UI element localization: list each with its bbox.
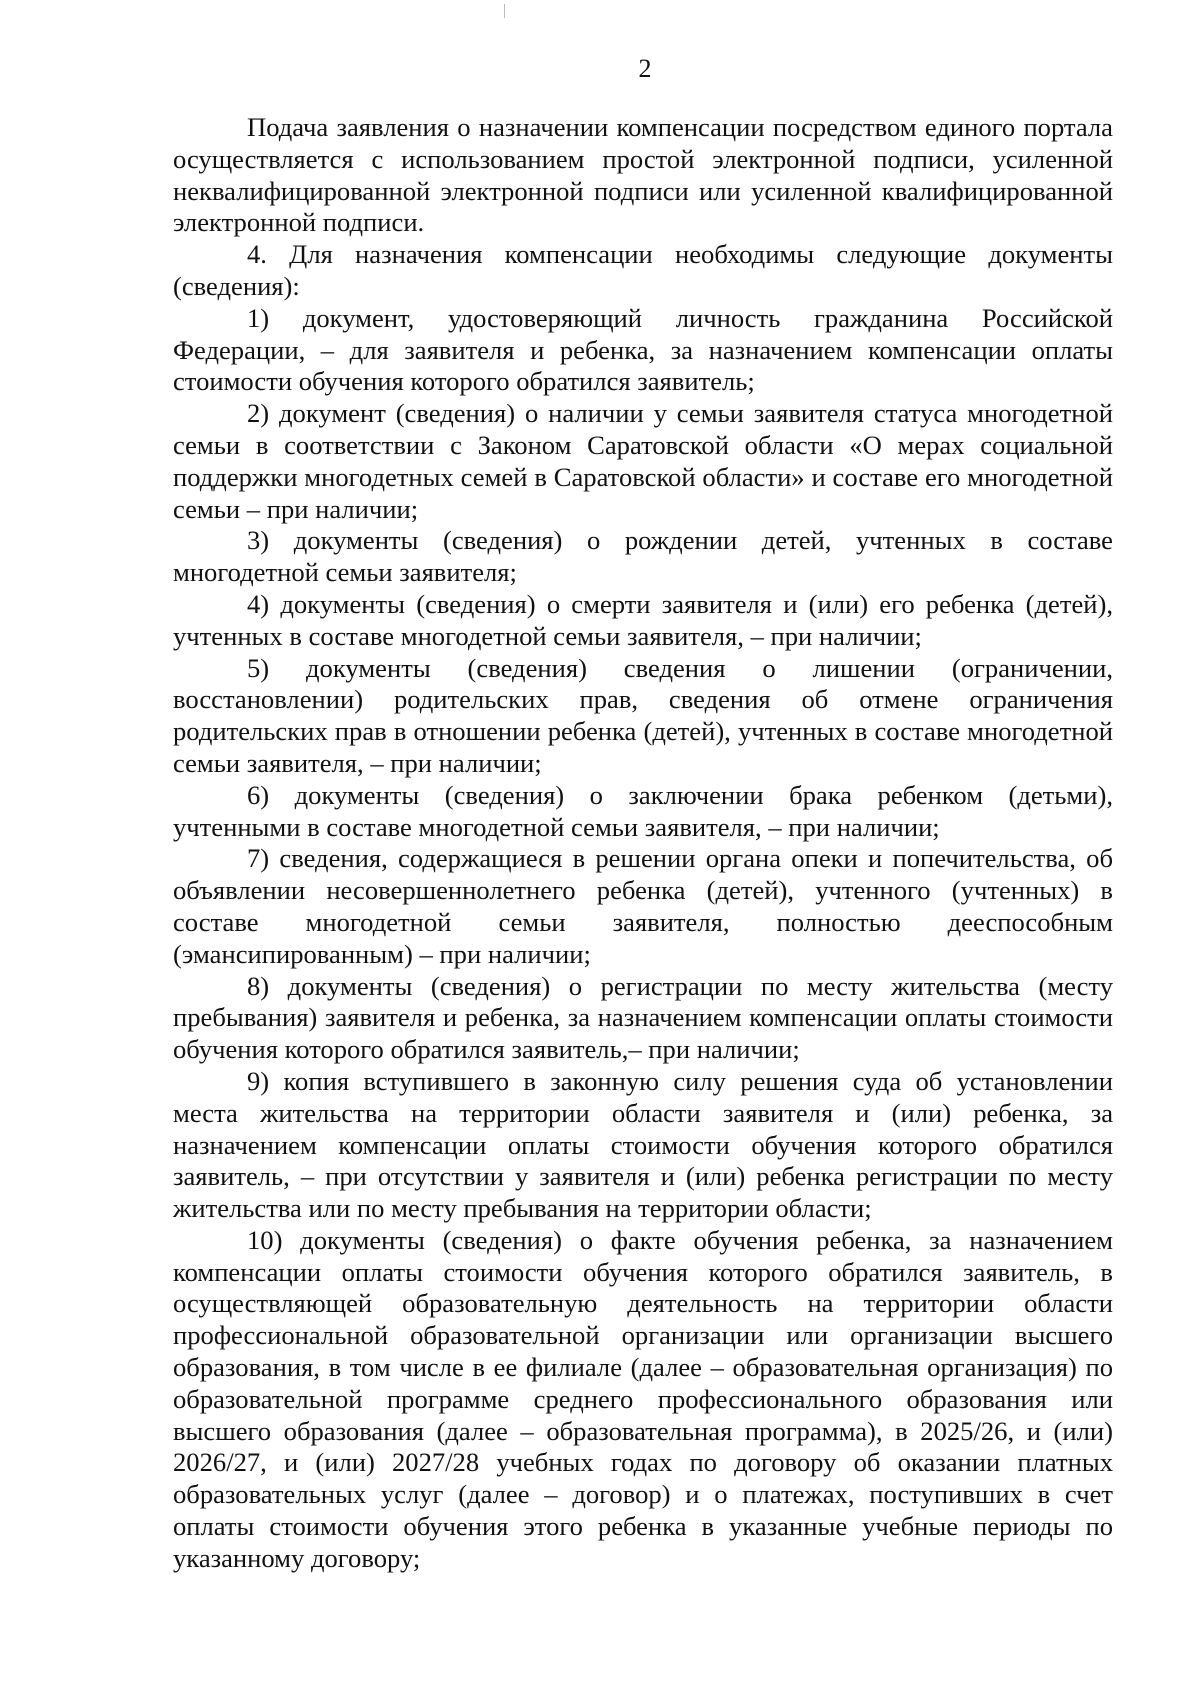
document-body [173,112,1113,1575]
list-item-7: 7) сведения, содержащиеся в решении органа опеки и попечительства, об объявлении несовершеннолетнего ребенка (детей), учтенного (учтенных) в составе многодетной семьи заявителя, полностью дееспособным (эмансипированным) – при наличии; [173,843,1113,969]
list-item-1: 1) документ, удостоверяющий личность гражданина Российской Федерации, – для заявителя и ребенка, за назначением компенсации оплаты стоимости обучения которого обратился заявитель; [173,302,1113,397]
paragraph-portal-submission: Подача заявления о назначении компенсации посредством единого портала осуществляется с использованием простой электронной подписи, усиленной неквалифицированной электронной подписи или усиленной квалифицированной электронной подписи. [173,112,1113,238]
list-item-10: 10) документы (сведения) о факте обучения ребенка, за назначением компенсации оплаты стоимости обучения которого обратился заявитель, в осуществляющей образовательную деятельность на территории области профессиональной образовательной организации или организации высшего образования, в том числе в ее филиале (далее – образовательная организация) по образовательной программе среднего профессионального образования или высшего образования (далее – образовательная программа), в 2025/26, и (или) 2026/27, и (или) 2027/28 учебных годах по договору об оказании платных образовательных услуг (далее – договор) и о платежах, поступивших в счет оплаты стоимости обучения этого ребенка в указанные учебные периоды по указанному договору; [173,1224,1113,1573]
list-item-5: 5) документы (сведения) сведения о лишении (ограничении, восстановлении) родительских прав, сведения об отмене ограничения родительских прав в отношении ребенка (детей), учтенных в составе многодетной семьи заявителя, – при наличии; [173,652,1113,778]
list-item-4: 4) документы (сведения) о смерти заявителя и (или) его ребенка (детей), учтенных в составе многодетной семьи заявителя, – при наличии; [173,588,1113,651]
list-item-8: 8) документы (сведения) о регистрации по месту жительства (месту пребывания) заявителя и ребенка, за назначением компенсации оплаты стоимости обучения которого обратился заявитель,– при наличии; [173,970,1113,1065]
scan-artifact-mark [504,4,505,18]
list-item-6: 6) документы (сведения) о заключении брака ребенком (детьми), учтенными в составе многодетной семьи заявителя, – при наличии; [173,779,1113,842]
list-item-2: 2) документ (сведения) о наличии у семьи заявителя статуса многодетной семьи в соответствии с Законом Саратовской области «О мерах социальной поддержки многодетных семей в Саратовской области» и составе его многодетной семьи – при наличии; [173,398,1113,524]
list-item-9: 9) копия вступившего в законную силу решения суда об установлении места жительства на территории области заявителя и (или) ребенка, за назначением компенсации оплаты стоимости обучения которого обратился заявитель, – при отсутствии у заявителя и (или) ребенка регистрации по месту жительства или по месту пребывания на территории области; [173,1065,1113,1224]
list-item-3: 3) документы (сведения) о рождении детей, учтенных в составе многодетной семьи заявителя; [173,525,1113,588]
paragraph-required-documents: 4. Для назначения компенсации необходимы следующие документы (сведения): [173,239,1113,301]
page-number: 2 [638,54,652,83]
